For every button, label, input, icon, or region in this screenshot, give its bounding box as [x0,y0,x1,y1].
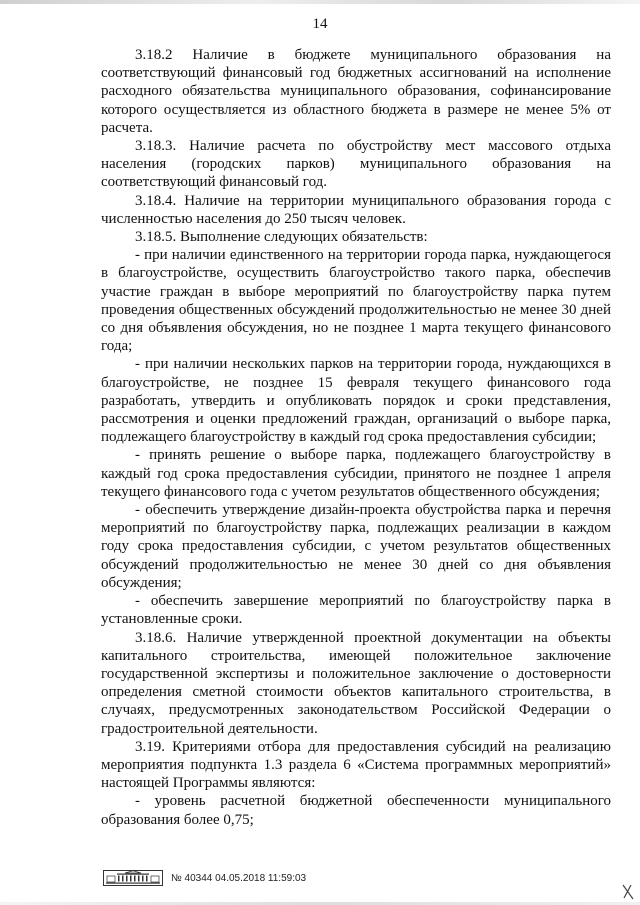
government-building-logo-icon [103,870,163,886]
document-body [101,46,611,829]
paragraph-3-18-4: 3.18.4. Наличие на территории муниципального образования города с численностью населения до 250 тысяч человек. [101,192,611,227]
paragraph-3-19: 3.19. Критериями отбора для предоставления субсидий на реализацию мероприятия подпункта 1.3 раздела 6 «Система программных мероприятий» настоящей Программы являются: [101,738,611,792]
obligation-item: - при наличии нескольких парков на территории города, нуждающихся в благоустройстве, не позднее 15 февраля текущего финансового года разработать, утвердить и опубликовать порядок и сроки представления, рассмотрения и оценки предложений граждан, организаций о выборе парка, подлежащего благоустройству в каждый год срока предоставления субсидии; [101,356,611,446]
criterion-item: - уровень расчетной бюджетной обеспеченности муниципального образования более 0,75; [101,793,611,828]
obligation-item: - принять решение о выборе парка, подлежащего благоустройству в каждый год срока предоставления субсидии, принятого не позднее 1 апреля текущего финансового года с учетом результатов общественного обсуждения; [101,447,611,500]
obligation-item: - при наличии единственного на территории города парка, нуждающегося в благоустройстве, осуществить благоустройство такого парка, обеспечив участие граждан в выборе мероприятий по благоустройству парка путем проведения общественных обсуждений продолжительностью не менее 30 дней со дня объявления обсуждения, но не позднее 1 марта текущего финансового года; [101,247,611,355]
obligation-item: - обеспечить завершение мероприятий по благоустройству парка в установленные сроки. [101,593,611,628]
registration-footer [103,868,306,888]
obligation-item: - обеспечить утверждение дизайн-проекта обустройства парка и перечня мероприятий по благоустройству парка, подлежащих реализации в каждом году срока предоставления субсидии, с учетом результатов общественных обсуждений продолжительностью не менее 30 дней со дня объявления обсуждения; [101,502,611,591]
scan-corner-mark-icon [620,883,636,901]
paragraph-3-18-2: 3.18.2 Наличие в бюджете муниципального образования на соответствующий финансовый год бюджетных ассигнований на исполнение расходного обязательства муниципального образования, софинансирование которого осуществляется из областного бюджета в размере не менее 5% от расчета. [101,47,611,136]
paragraph-3-18-6: 3.18.6. Наличие утвержденной проектной документации на объекты капитального строительства, имеющей положительное заключение государственной экспертизы и положительное заключение о достоверности определения сметной стоимости объектов капитального строительства, в случаях, предусмотренных законодательством Российской Федерации о градостроительной деятельности. [101,629,611,737]
page-number: 14 [312,16,328,32]
paragraph-3-18-5: 3.18.5. Выполнение следующих обязательств: [135,229,428,246]
registration-number: № 40344 04.05.2018 11:59:03 [171,872,307,884]
scan-top-edge [0,0,640,4]
paragraph-3-18-3: 3.18.3. Наличие расчета по обустройству мест массового отдыха населения (городских парков) муниципального образования на соответствующий финансовый год. [101,138,611,191]
